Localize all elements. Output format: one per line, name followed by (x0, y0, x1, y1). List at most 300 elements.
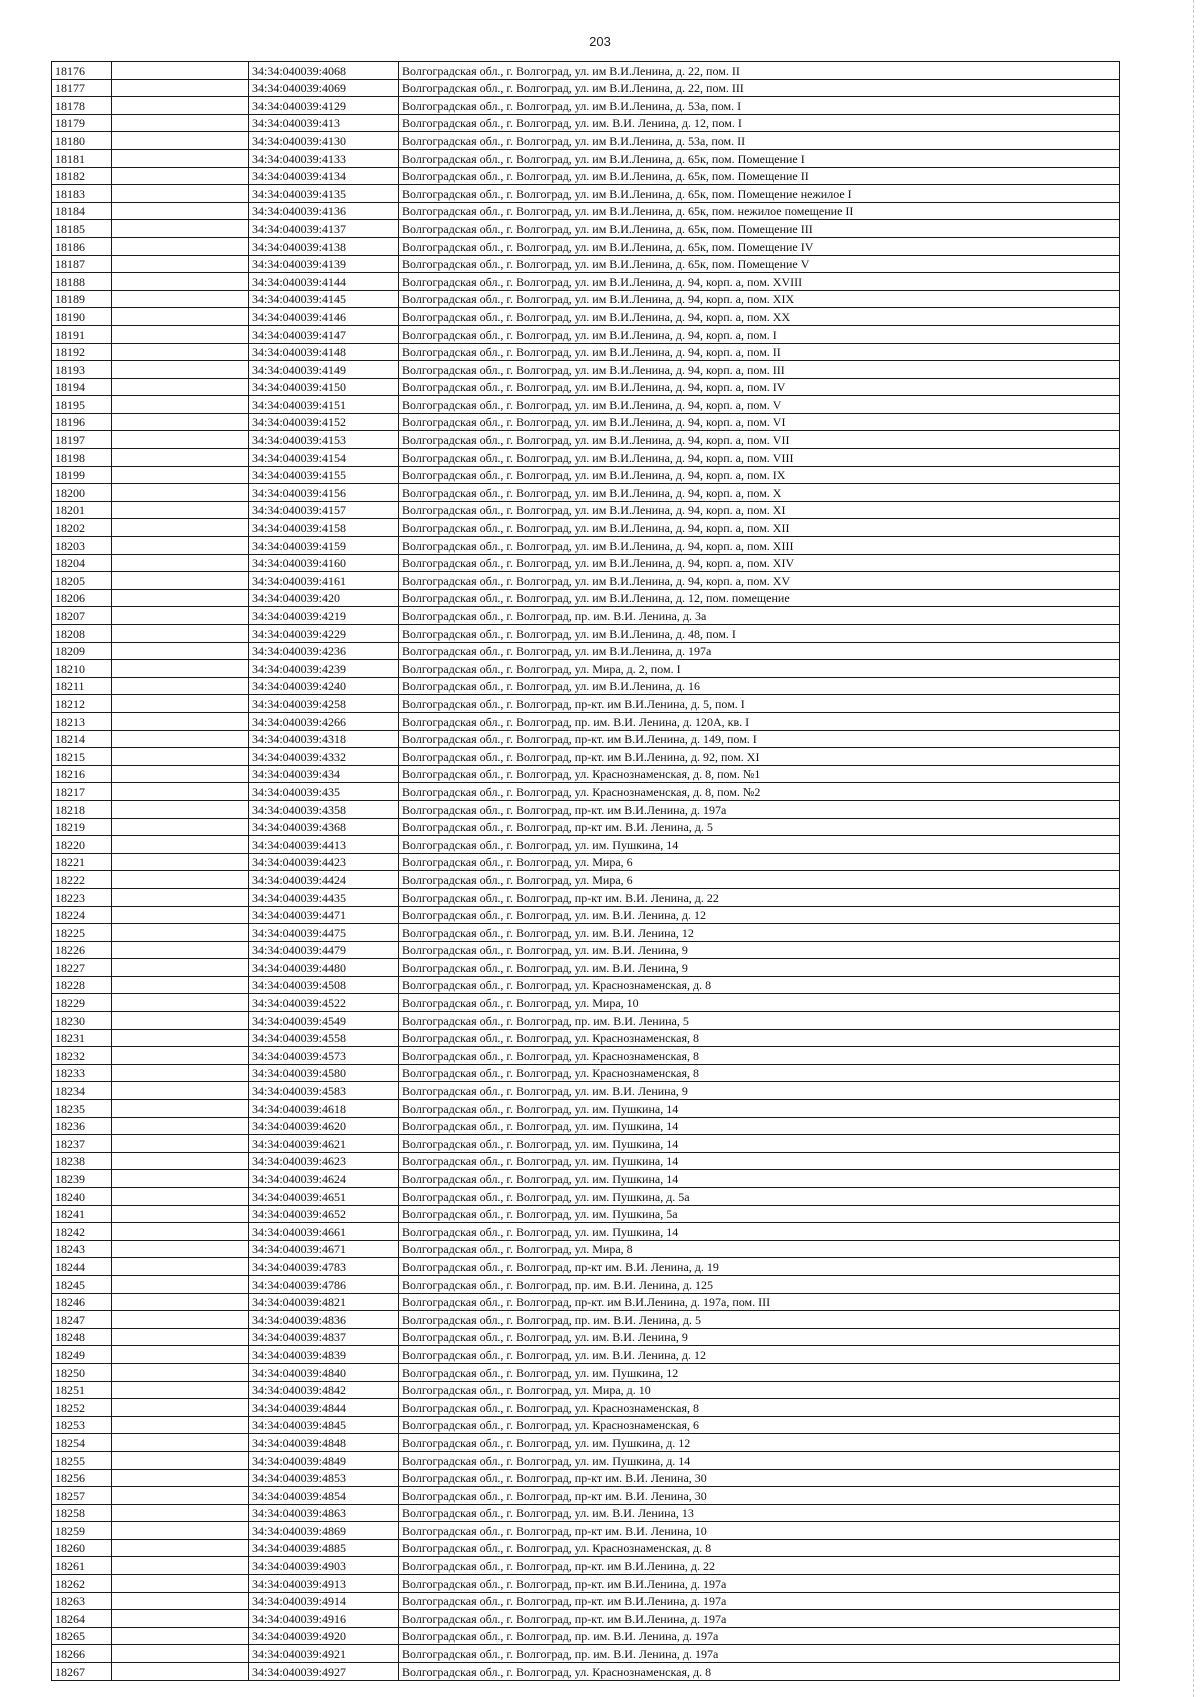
address-cell: Волгоградская обл., г. Волгоград, ул. им В.И.Ленина, д. 94, корп. а, пом. VI (399, 413, 1120, 431)
table-row (52, 273, 1120, 291)
address-cell: Волгоградская обл., г. Волгоград, ул. им. Пушкина, 14 (399, 1152, 1120, 1170)
row-number-cell: 18233 (52, 1064, 112, 1082)
row-number-cell: 18207 (52, 607, 112, 625)
table-row (52, 1469, 1120, 1487)
cadastral-number-cell: 34:34:040039:4139 (249, 255, 399, 273)
cadastral-number-cell: 34:34:040039:4150 (249, 378, 399, 396)
cadastral-number-cell: 34:34:040039:434 (249, 765, 399, 783)
table-row (52, 1082, 1120, 1100)
table-row (52, 1663, 1120, 1681)
address-cell: Волгоградская обл., г. Волгоград, ул. им. В.И. Ленина, 9 (399, 959, 1120, 977)
cadastral-number-cell: 34:34:040039:4239 (249, 660, 399, 678)
empty-cell (112, 202, 249, 220)
empty-cell (112, 712, 249, 730)
address-cell: Волгоградская обл., г. Волгоград, ул. Краснознаменская, 8 (399, 1047, 1120, 1065)
empty-cell (112, 1416, 249, 1434)
table-row (52, 62, 1120, 80)
cadastral-number-cell: 34:34:040039:4145 (249, 290, 399, 308)
empty-cell (112, 378, 249, 396)
row-number-cell: 18228 (52, 976, 112, 994)
address-cell: Волгоградская обл., г. Волгоград, ул. им. В.И. Ленина, д. 12 (399, 1346, 1120, 1364)
cadastral-number-cell: 34:34:040039:4156 (249, 484, 399, 502)
address-cell: Волгоградская обл., г. Волгоград, ул. им В.И.Ленина, д. 94, корп. а, пом. III (399, 361, 1120, 379)
table-row (52, 959, 1120, 977)
table-row (52, 1328, 1120, 1346)
row-number-cell: 18198 (52, 449, 112, 467)
table-row (52, 625, 1120, 643)
row-number-cell: 18217 (52, 783, 112, 801)
row-number-cell: 18195 (52, 396, 112, 414)
address-cell: Волгоградская обл., г. Волгоград, пр-кт. им В.И.Ленина, д. 197а (399, 800, 1120, 818)
empty-cell (112, 325, 249, 343)
table-row (52, 1539, 1120, 1557)
row-number-cell: 18210 (52, 660, 112, 678)
cadastral-number-cell: 34:34:040039:4158 (249, 519, 399, 537)
table-row (52, 765, 1120, 783)
cadastral-number-cell: 34:34:040039:4849 (249, 1451, 399, 1469)
row-number-cell: 18200 (52, 484, 112, 502)
cadastral-number-cell: 34:34:040039:4475 (249, 924, 399, 942)
row-number-cell: 18265 (52, 1627, 112, 1645)
address-cell: Волгоградская обл., г. Волгоград, ул. им. В.И. Ленина, 9 (399, 941, 1120, 959)
table-row (52, 695, 1120, 713)
address-cell: Волгоградская обл., г. Волгоград, пр-кт. им В.И.Ленина, д. 22 (399, 1557, 1120, 1575)
table-row (52, 1592, 1120, 1610)
address-cell: Волгоградская обл., г. Волгоград, ул. им. В.И. Ленина, 9 (399, 1082, 1120, 1100)
row-number-cell: 18267 (52, 1663, 112, 1681)
table-row (52, 800, 1120, 818)
row-number-cell: 18212 (52, 695, 112, 713)
address-cell: Волгоградская обл., г. Волгоград, ул. им. В.И. Ленина, 13 (399, 1504, 1120, 1522)
table-row (52, 1399, 1120, 1417)
row-number-cell: 18193 (52, 361, 112, 379)
address-cell: Волгоградская обл., г. Волгоград, ул. Краснознаменская, 6 (399, 1416, 1120, 1434)
empty-cell (112, 220, 249, 238)
table-row (52, 730, 1120, 748)
address-cell: Волгоградская обл., г. Волгоград, ул. им. Пушкина, д. 14 (399, 1451, 1120, 1469)
row-number-cell: 18225 (52, 924, 112, 942)
empty-cell (112, 1557, 249, 1575)
table-row (52, 888, 1120, 906)
address-cell: Волгоградская обл., г. Волгоград, ул. им. Пушкина, д. 12 (399, 1434, 1120, 1452)
row-number-cell: 18206 (52, 589, 112, 607)
cadastral-number-cell: 34:34:040039:4621 (249, 1135, 399, 1153)
empty-cell (112, 1522, 249, 1540)
empty-cell (112, 1205, 249, 1223)
row-number-cell: 18230 (52, 1012, 112, 1030)
address-cell: Волгоградская обл., г. Волгоград, ул. им В.И.Ленина, д. 94, корп. а, пом. XI (399, 501, 1120, 519)
empty-cell (112, 1012, 249, 1030)
cadastral-number-cell: 34:34:040039:4160 (249, 554, 399, 572)
empty-cell (112, 273, 249, 291)
cadastral-number-cell: 34:34:040039:4149 (249, 361, 399, 379)
row-number-cell: 18236 (52, 1117, 112, 1135)
cadastral-number-cell: 34:34:040039:4135 (249, 185, 399, 203)
cadastral-number-cell: 34:34:040039:4152 (249, 413, 399, 431)
empty-cell (112, 959, 249, 977)
address-cell: Волгоградская обл., г. Волгоград, ул. им В.И.Ленина, д. 94, корп. а, пом. I (399, 325, 1120, 343)
row-number-cell: 18222 (52, 871, 112, 889)
table-row (52, 1100, 1120, 1118)
cadastral-number-cell: 34:34:040039:4161 (249, 572, 399, 590)
empty-cell (112, 361, 249, 379)
empty-cell (112, 1381, 249, 1399)
empty-cell (112, 1152, 249, 1170)
empty-cell (112, 1064, 249, 1082)
address-cell: Волгоградская обл., г. Волгоград, пр-кт им. В.И. Ленина, д. 22 (399, 888, 1120, 906)
table-row (52, 537, 1120, 555)
table-row (52, 871, 1120, 889)
table-row (52, 449, 1120, 467)
table-row (52, 924, 1120, 942)
row-number-cell: 18197 (52, 431, 112, 449)
table-row (52, 466, 1120, 484)
empty-cell (112, 1663, 249, 1681)
table-row (52, 361, 1120, 379)
empty-cell (112, 97, 249, 115)
cadastral-number-cell: 34:34:040039:4144 (249, 273, 399, 291)
row-number-cell: 18237 (52, 1135, 112, 1153)
table-row (52, 607, 1120, 625)
cadastral-number-cell: 34:34:040039:4219 (249, 607, 399, 625)
table-row (52, 290, 1120, 308)
empty-cell (112, 1328, 249, 1346)
cadastral-number-cell: 34:34:040039:4479 (249, 941, 399, 959)
row-number-cell: 18219 (52, 818, 112, 836)
table-row (52, 431, 1120, 449)
table-row (52, 1293, 1120, 1311)
table-row (52, 237, 1120, 255)
address-cell: Волгоградская обл., г. Волгоград, ул. им В.И.Ленина, д. 94, корп. а, пом. XIII (399, 537, 1120, 555)
cadastral-number-cell: 34:34:040039:4786 (249, 1275, 399, 1293)
address-cell: Волгоградская обл., г. Волгоград, ул. им В.И.Ленина, д. 53а, пом. I (399, 97, 1120, 115)
table-row (52, 97, 1120, 115)
empty-cell (112, 537, 249, 555)
empty-cell (112, 1188, 249, 1206)
address-cell: Волгоградская обл., г. Волгоград, ул. Краснознаменская, 8 (399, 1064, 1120, 1082)
cadastral-number-cell: 34:34:040039:4853 (249, 1469, 399, 1487)
empty-cell (112, 1592, 249, 1610)
cadastral-number-cell: 34:34:040039:435 (249, 783, 399, 801)
empty-cell (112, 994, 249, 1012)
row-number-cell: 18224 (52, 906, 112, 924)
empty-cell (112, 1082, 249, 1100)
empty-cell (112, 1311, 249, 1329)
row-number-cell: 18188 (52, 273, 112, 291)
empty-cell (112, 1240, 249, 1258)
row-number-cell: 18203 (52, 537, 112, 555)
empty-cell (112, 1399, 249, 1417)
empty-cell (112, 924, 249, 942)
empty-cell (112, 572, 249, 590)
address-cell: Волгоградская обл., г. Волгоград, ул. им В.И.Ленина, д. 65к, пом. Помещение V (399, 255, 1120, 273)
table-row (52, 255, 1120, 273)
table-row (52, 1575, 1120, 1593)
row-number-cell: 18243 (52, 1240, 112, 1258)
cadastral-number-cell: 34:34:040039:4842 (249, 1381, 399, 1399)
table-row (52, 396, 1120, 414)
cadastral-number-cell: 34:34:040039:4618 (249, 1100, 399, 1118)
registry-table (51, 61, 1120, 1681)
address-cell: Волгоградская обл., г. Волгоград, ул. им В.И.Ленина, д. 65к, пом. нежилое помещение II (399, 202, 1120, 220)
address-cell: Волгоградская обл., г. Волгоград, ул. им. Пушкина, 14 (399, 1135, 1120, 1153)
cadastral-number-cell: 34:34:040039:4848 (249, 1434, 399, 1452)
address-cell: Волгоградская обл., г. Волгоград, ул. им В.И.Ленина, д. 22, пом. II (399, 62, 1120, 80)
row-number-cell: 18226 (52, 941, 112, 959)
address-cell: Волгоградская обл., г. Волгоград, ул. им В.И.Ленина, д. 94, корп. а, пом. XV (399, 572, 1120, 590)
empty-cell (112, 308, 249, 326)
cadastral-number-cell: 34:34:040039:4258 (249, 695, 399, 713)
empty-cell (112, 1170, 249, 1188)
empty-cell (112, 1275, 249, 1293)
row-number-cell: 18191 (52, 325, 112, 343)
address-cell: Волгоградская обл., г. Волгоград, ул. Краснознаменская, 8 (399, 1029, 1120, 1047)
row-number-cell: 18252 (52, 1399, 112, 1417)
address-cell: Волгоградская обл., г. Волгоград, пр-кт. им В.И.Ленина, д. 197а (399, 1575, 1120, 1593)
table-row (52, 976, 1120, 994)
row-number-cell: 18196 (52, 413, 112, 431)
address-cell: Волгоградская обл., г. Волгоград, ул. им. В.И. Ленина, д. 12, пом. I (399, 114, 1120, 132)
cadastral-number-cell: 34:34:040039:4138 (249, 237, 399, 255)
empty-cell (112, 1223, 249, 1241)
address-cell: Волгоградская обл., г. Волгоград, ул. им. Пушкина, 14 (399, 1100, 1120, 1118)
row-number-cell: 18190 (52, 308, 112, 326)
empty-cell (112, 185, 249, 203)
empty-cell (112, 1258, 249, 1276)
cadastral-number-cell: 34:34:040039:4783 (249, 1258, 399, 1276)
table-row (52, 1047, 1120, 1065)
empty-cell (112, 1610, 249, 1628)
empty-cell (112, 853, 249, 871)
cadastral-number-cell: 34:34:040039:4844 (249, 1399, 399, 1417)
empty-cell (112, 695, 249, 713)
row-number-cell: 18241 (52, 1205, 112, 1223)
table-row (52, 1188, 1120, 1206)
cadastral-number-cell: 34:34:040039:4914 (249, 1592, 399, 1610)
table-row (52, 308, 1120, 326)
address-cell: Волгоградская обл., г. Волгоград, ул. им В.И.Ленина, д. 94, корп. а, пом. IV (399, 378, 1120, 396)
address-cell: Волгоградская обл., г. Волгоград, пр-кт. им В.И.Ленина, д. 197а (399, 1592, 1120, 1610)
row-number-cell: 18256 (52, 1469, 112, 1487)
table-row (52, 1381, 1120, 1399)
row-number-cell: 18247 (52, 1311, 112, 1329)
table-row (52, 220, 1120, 238)
page-number: 203 (589, 34, 611, 49)
registry-table-body (52, 62, 1120, 1681)
row-number-cell: 18189 (52, 290, 112, 308)
row-number-cell: 18216 (52, 765, 112, 783)
address-cell: Волгоградская обл., г. Волгоград, пр-кт. им В.И.Ленина, д. 92, пом. XI (399, 748, 1120, 766)
cadastral-number-cell: 34:34:040039:4471 (249, 906, 399, 924)
table-row (52, 1522, 1120, 1540)
empty-cell (112, 1539, 249, 1557)
address-cell: Волгоградская обл., г. Волгоград, пр. им. В.И. Ленина, 5 (399, 1012, 1120, 1030)
cadastral-number-cell: 34:34:040039:4652 (249, 1205, 399, 1223)
address-cell: Волгоградская обл., г. Волгоград, пр-кт им. В.И. Ленина, д. 19 (399, 1258, 1120, 1276)
cadastral-number-cell: 34:34:040039:4661 (249, 1223, 399, 1241)
address-cell: Волгоградская обл., г. Волгоград, ул. Мира, 8 (399, 1240, 1120, 1258)
table-row (52, 1152, 1120, 1170)
address-cell: Волгоградская обл., г. Волгоград, ул. им. В.И. Ленина, 12 (399, 924, 1120, 942)
row-number-cell: 18249 (52, 1346, 112, 1364)
row-number-cell: 18234 (52, 1082, 112, 1100)
table-row (52, 642, 1120, 660)
row-number-cell: 18246 (52, 1293, 112, 1311)
table-row (52, 1416, 1120, 1434)
table-row (52, 712, 1120, 730)
empty-cell (112, 237, 249, 255)
address-cell: Волгоградская обл., г. Волгоград, ул. Краснознаменская, д. 8, пом. №2 (399, 783, 1120, 801)
row-number-cell: 18264 (52, 1610, 112, 1628)
cadastral-number-cell: 34:34:040039:4318 (249, 730, 399, 748)
empty-cell (112, 1117, 249, 1135)
address-cell: Волгоградская обл., г. Волгоград, ул. Краснознаменская, д. 8 (399, 1539, 1120, 1557)
cadastral-number-cell: 34:34:040039:4069 (249, 79, 399, 97)
address-cell: Волгоградская обл., г. Волгоград, пр. им. В.И. Ленина, д. 197а (399, 1627, 1120, 1645)
address-cell: Волгоградская обл., г. Волгоград, ул. Краснознаменская, д. 8 (399, 1663, 1120, 1681)
table-row (52, 1258, 1120, 1276)
cadastral-number-cell: 34:34:040039:4146 (249, 308, 399, 326)
cadastral-number-cell: 34:34:040039:4155 (249, 466, 399, 484)
table-row (52, 1311, 1120, 1329)
table-row (52, 484, 1120, 502)
row-number-cell: 18231 (52, 1029, 112, 1047)
table-row (52, 1205, 1120, 1223)
row-number-cell: 18182 (52, 167, 112, 185)
table-row (52, 572, 1120, 590)
empty-cell (112, 783, 249, 801)
address-cell: Волгоградская обл., г. Волгоград, пр. им. В.И. Ленина, д. 197а (399, 1645, 1120, 1663)
address-cell: Волгоградская обл., г. Волгоград, ул. им В.И.Ленина, д. 94, корп. а, пом. V (399, 396, 1120, 414)
row-number-cell: 18260 (52, 1539, 112, 1557)
empty-cell (112, 413, 249, 431)
cadastral-number-cell: 34:34:040039:4916 (249, 1610, 399, 1628)
row-number-cell: 18214 (52, 730, 112, 748)
empty-cell (112, 818, 249, 836)
empty-cell (112, 1135, 249, 1153)
address-cell: Волгоградская обл., г. Волгоград, пр-кт им. В.И. Ленина, 30 (399, 1469, 1120, 1487)
address-cell: Волгоградская обл., г. Волгоград, ул. Мира, 6 (399, 853, 1120, 871)
row-number-cell: 18194 (52, 378, 112, 396)
row-number-cell: 18213 (52, 712, 112, 730)
table-row (52, 519, 1120, 537)
row-number-cell: 18181 (52, 149, 112, 167)
address-cell: Волгоградская обл., г. Волгоград, ул. им. В.И. Ленина, 9 (399, 1328, 1120, 1346)
row-number-cell: 18242 (52, 1223, 112, 1241)
empty-cell (112, 941, 249, 959)
table-row (52, 836, 1120, 854)
address-cell: Волгоградская обл., г. Волгоград, пр-кт. им В.И.Ленина, д. 149, пом. I (399, 730, 1120, 748)
row-number-cell: 18185 (52, 220, 112, 238)
table-row (52, 853, 1120, 871)
table-row (52, 818, 1120, 836)
row-number-cell: 18215 (52, 748, 112, 766)
table-row (52, 1029, 1120, 1047)
cadastral-number-cell: 34:34:040039:4854 (249, 1487, 399, 1505)
cadastral-number-cell: 34:34:040039:4153 (249, 431, 399, 449)
address-cell: Волгоградская обл., г. Волгоград, пр. им. В.И. Ленина, д. 3а (399, 607, 1120, 625)
empty-cell (112, 1487, 249, 1505)
address-cell: Волгоградская обл., г. Волгоград, ул. им В.И.Ленина, д. 65к, пом. Помещение I (399, 149, 1120, 167)
empty-cell (112, 836, 249, 854)
empty-cell (112, 519, 249, 537)
row-number-cell: 18251 (52, 1381, 112, 1399)
cadastral-number-cell: 34:34:040039:4147 (249, 325, 399, 343)
table-row (52, 343, 1120, 361)
table-row (52, 1504, 1120, 1522)
cadastral-number-cell: 34:34:040039:4863 (249, 1504, 399, 1522)
empty-cell (112, 976, 249, 994)
address-cell: Волгоградская обл., г. Волгоград, пр. им. В.И. Ленина, д. 120А, кв. I (399, 712, 1120, 730)
address-cell: Волгоградская обл., г. Волгоград, ул. им. Пушкина, 14 (399, 836, 1120, 854)
cadastral-number-cell: 34:34:040039:413 (249, 114, 399, 132)
cadastral-number-cell: 34:34:040039:4885 (249, 1539, 399, 1557)
row-number-cell: 18254 (52, 1434, 112, 1452)
address-cell: Волгоградская обл., г. Волгоград, пр-кт. им В.И.Ленина, д. 5, пом. I (399, 695, 1120, 713)
address-cell: Волгоградская обл., г. Волгоград, ул. им. Пушкина, д. 5а (399, 1188, 1120, 1206)
cadastral-number-cell: 34:34:040039:4358 (249, 800, 399, 818)
table-row (52, 79, 1120, 97)
table-row (52, 660, 1120, 678)
empty-cell (112, 765, 249, 783)
cadastral-number-cell: 34:34:040039:4159 (249, 537, 399, 555)
cadastral-number-cell: 34:34:040039:4549 (249, 1012, 399, 1030)
row-number-cell: 18184 (52, 202, 112, 220)
row-number-cell: 18209 (52, 642, 112, 660)
address-cell: Волгоградская обл., г. Волгоград, ул. им В.И.Ленина, д. 12, пом. помещение (399, 589, 1120, 607)
row-number-cell: 18199 (52, 466, 112, 484)
empty-cell (112, 554, 249, 572)
cadastral-number-cell: 34:34:040039:4368 (249, 818, 399, 836)
address-cell: Волгоградская обл., г. Волгоград, ул. Краснознаменская, д. 8 (399, 976, 1120, 994)
cadastral-number-cell: 34:34:040039:4869 (249, 1522, 399, 1540)
address-cell: Волгоградская обл., г. Волгоград, ул. им В.И.Ленина, д. 94, корп. а, пом. XIV (399, 554, 1120, 572)
cadastral-number-cell: 34:34:040039:4927 (249, 1663, 399, 1681)
row-number-cell: 18240 (52, 1188, 112, 1206)
address-cell: Волгоградская обл., г. Волгоград, ул. им В.И.Ленина, д. 94, корп. а, пом. XVIII (399, 273, 1120, 291)
scan-edge-line (1192, 0, 1194, 1697)
table-row (52, 1627, 1120, 1645)
address-cell: Волгоградская обл., г. Волгоград, пр-кт им. В.И. Ленина, д. 5 (399, 818, 1120, 836)
cadastral-number-cell: 34:34:040039:4920 (249, 1627, 399, 1645)
empty-cell (112, 748, 249, 766)
empty-cell (112, 149, 249, 167)
cadastral-number-cell: 34:34:040039:4620 (249, 1117, 399, 1135)
cadastral-number-cell: 34:34:040039:4130 (249, 132, 399, 150)
cadastral-number-cell: 34:34:040039:4136 (249, 202, 399, 220)
row-number-cell: 18261 (52, 1557, 112, 1575)
address-cell: Волгоградская обл., г. Волгоград, пр-кт. им В.И.Ленина, д. 197а, пом. III (399, 1293, 1120, 1311)
table-row (52, 114, 1120, 132)
empty-cell (112, 167, 249, 185)
row-number-cell: 18179 (52, 114, 112, 132)
empty-cell (112, 1363, 249, 1381)
address-cell: Волгоградская обл., г. Волгоград, ул. им В.И.Ленина, д. 22, пом. III (399, 79, 1120, 97)
cadastral-number-cell: 34:34:040039:4068 (249, 62, 399, 80)
table-row (52, 1363, 1120, 1381)
address-cell: Волгоградская обл., г. Волгоград, ул. им. Пушкина, 5а (399, 1205, 1120, 1223)
empty-cell (112, 1346, 249, 1364)
address-cell: Волгоградская обл., г. Волгоград, ул. им В.И.Ленина, д. 94, корп. а, пом. II (399, 343, 1120, 361)
address-cell: Волгоградская обл., г. Волгоград, ул. им В.И.Ленина, д. 65к, пом. Помещение нежилое I (399, 185, 1120, 203)
address-cell: Волгоградская обл., г. Волгоград, пр-кт им. В.И. Ленина, 30 (399, 1487, 1120, 1505)
address-cell: Волгоградская обл., г. Волгоград, ул. им. Пушкина, 14 (399, 1170, 1120, 1188)
table-row (52, 1434, 1120, 1452)
empty-cell (112, 79, 249, 97)
cadastral-number-cell: 34:34:040039:4157 (249, 501, 399, 519)
cadastral-number-cell: 34:34:040039:4423 (249, 853, 399, 871)
cadastral-number-cell: 34:34:040039:4508 (249, 976, 399, 994)
